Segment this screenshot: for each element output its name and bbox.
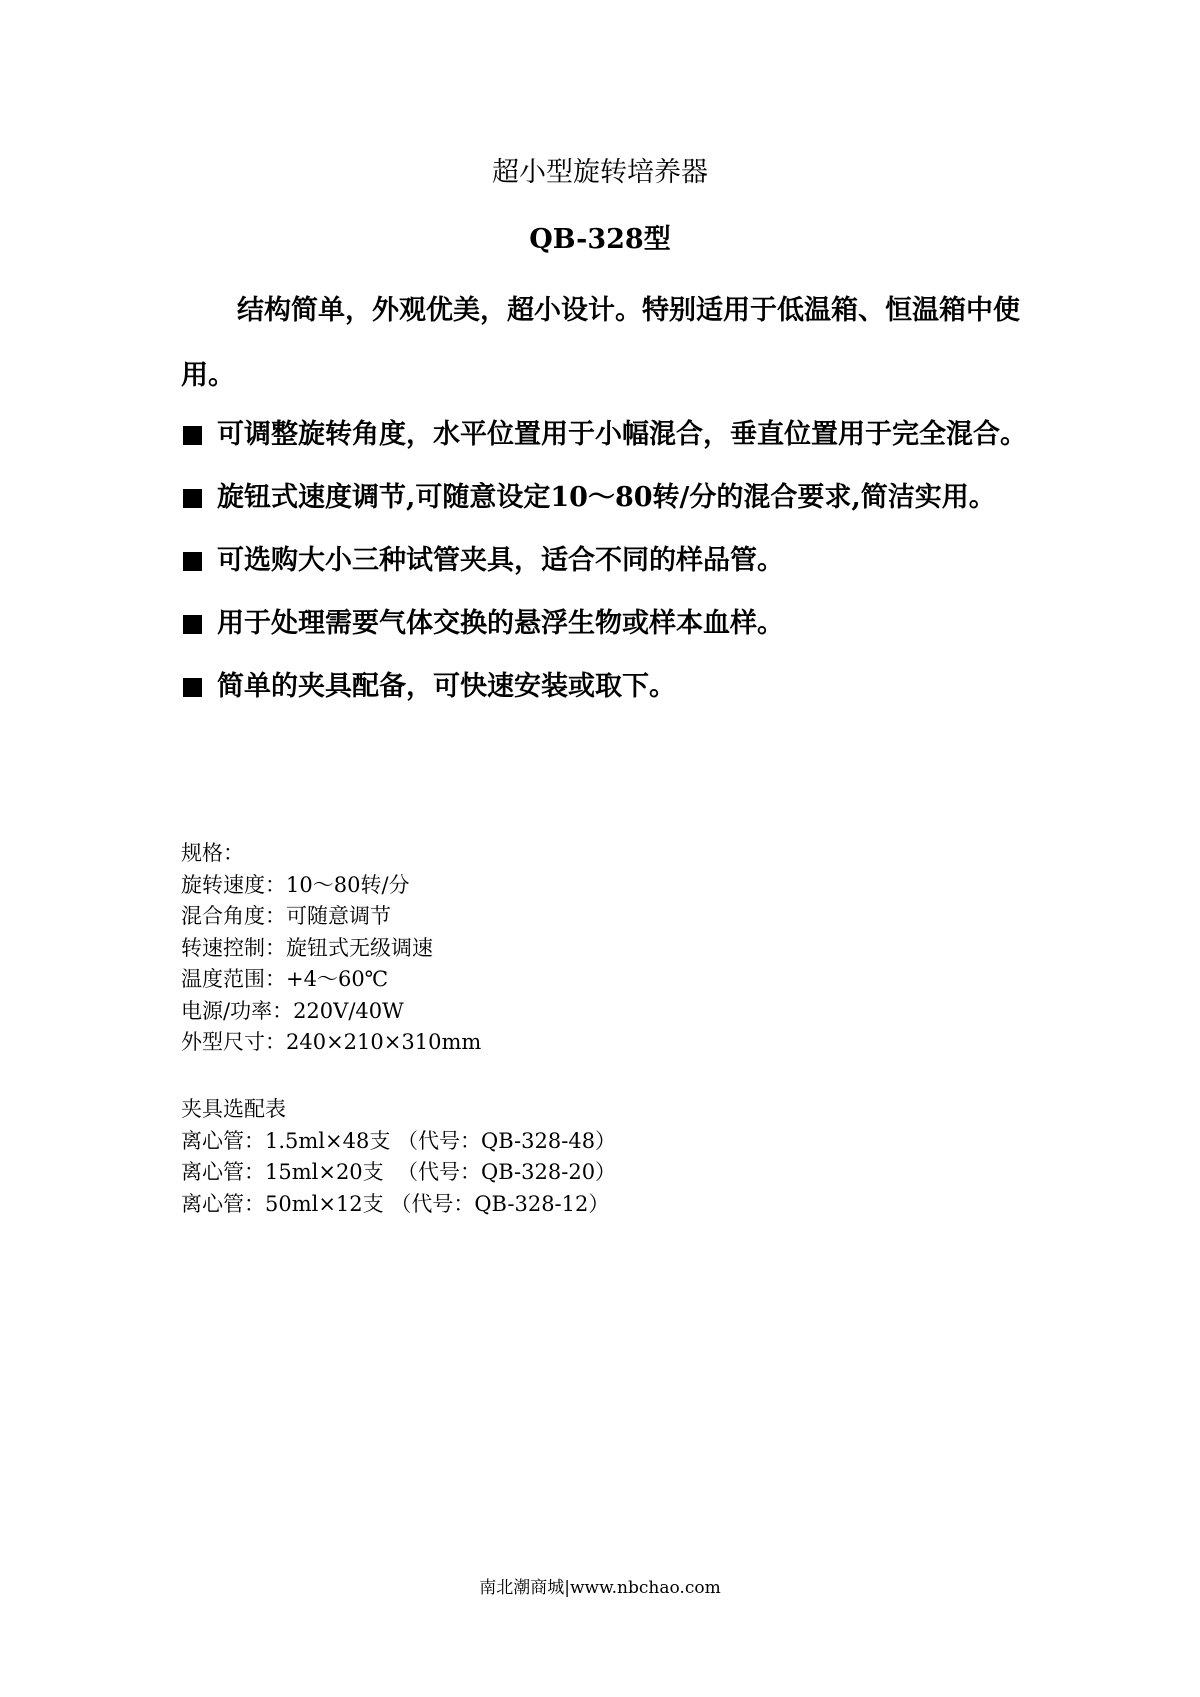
feature-item bbox=[181, 655, 1051, 718]
square-bullet-icon bbox=[183, 615, 202, 634]
specifications-heading: 规格： bbox=[181, 841, 244, 865]
square-bullet-icon bbox=[183, 552, 202, 571]
spec-line: 旋转速度：10～80转/分 bbox=[181, 872, 410, 897]
fixture-options-block bbox=[181, 1094, 881, 1220]
spec-line: 电源/功率：220V/40W bbox=[181, 998, 404, 1023]
fixture-options-heading: 夹具选配表 bbox=[181, 1097, 286, 1121]
document-title: 超小型旋转培养器 bbox=[492, 157, 708, 188]
feature-item bbox=[181, 403, 1051, 466]
square-bullet-icon bbox=[183, 678, 202, 697]
feature-text: 可调整旋转角度，水平位置用于小幅混合，垂直位置用于完全混合。 bbox=[217, 419, 1027, 450]
fixture-line: 离心管：15ml×20支 （代号：QB-328-20） bbox=[181, 1160, 617, 1184]
feature-text: 简单的夹具配备，可快速安装或取下。 bbox=[217, 671, 676, 702]
feature-item bbox=[181, 592, 1051, 655]
spec-line: 温度范围：+4～60℃ bbox=[181, 967, 389, 991]
specifications-block bbox=[181, 838, 881, 1059]
feature-text: 用于处理需要气体交换的悬浮生物或样本血样。 bbox=[217, 608, 784, 639]
spec-line: 外型尺寸：240×210×310mm bbox=[181, 1030, 482, 1054]
fixture-line: 离心管：50ml×12支 （代号：QB-328-12） bbox=[181, 1191, 610, 1216]
feature-text: 可选购大小三种试管夹具，适合不同的样品管。 bbox=[217, 545, 784, 576]
feature-list bbox=[181, 403, 1051, 718]
spec-line: 转速控制：旋钮式无级调速 bbox=[181, 935, 433, 960]
fixture-line: 离心管：1.5ml×48支 （代号：QB-328-48） bbox=[181, 1128, 617, 1153]
feature-item bbox=[181, 466, 1051, 529]
spec-line: 混合角度：可随意调节 bbox=[181, 904, 391, 928]
square-bullet-icon bbox=[183, 426, 202, 445]
feature-item bbox=[181, 529, 1051, 592]
intro-paragraph: 结构简单，外观优美，超小设计。特别适用于低温箱、恒温箱中使用。 bbox=[181, 295, 1020, 391]
feature-text: 旋钮式速度调节,可随意设定10～80转/分的混合要求,简洁实用。 bbox=[217, 482, 996, 513]
model-number: QB-328型 bbox=[529, 224, 671, 255]
page-footer: 南北潮商城|www.nbchao.com bbox=[479, 1578, 721, 1598]
square-bullet-icon bbox=[183, 489, 202, 508]
